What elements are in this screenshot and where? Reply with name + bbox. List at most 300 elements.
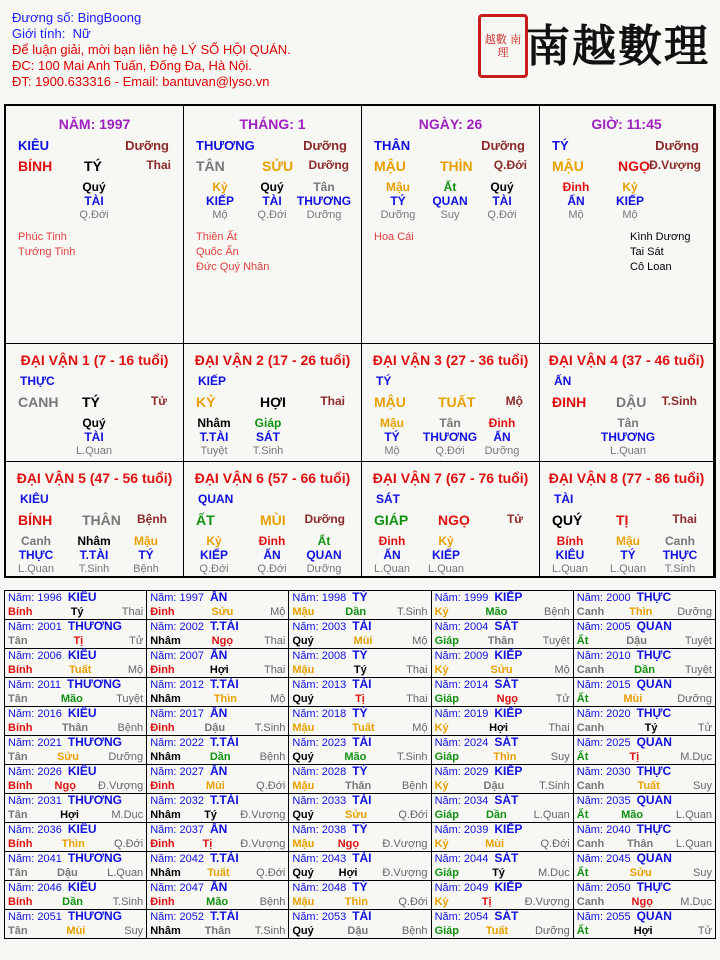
year-stem: Nhâm <box>150 867 181 879</box>
year-label: Năm: 2007 <box>150 650 204 662</box>
year-header <box>435 881 570 895</box>
year-cell <box>289 765 431 794</box>
year-stem: Giáp <box>434 751 460 763</box>
year-row <box>5 823 716 852</box>
pillar-top-state: Dưỡng <box>655 138 699 153</box>
year-pillar <box>292 924 427 938</box>
address-line: ĐC: 100 Mai Anh Tuấn, Đống Đa, Hà Nội. <box>12 58 252 73</box>
year-label: Năm: 2036 <box>8 824 62 836</box>
year-god: ẤN <box>210 706 228 720</box>
gender-value: Nữ <box>72 26 91 41</box>
year-god: THƯƠNG <box>67 735 122 749</box>
year-cell <box>147 649 289 678</box>
year-pillar <box>577 750 712 764</box>
year-state: T.Sinh <box>396 751 428 763</box>
year-pillar <box>435 605 570 619</box>
hidden-state: Dưỡng <box>484 445 520 457</box>
year-pillar <box>577 721 712 735</box>
year-label: Năm: 2032 <box>150 795 204 807</box>
year-pillar <box>435 779 570 793</box>
year-stem: Mậu <box>292 722 315 734</box>
year-branch: Tị <box>202 838 213 850</box>
year-label: Năm: 2049 <box>434 882 489 894</box>
year-branch: Thìn <box>344 896 368 908</box>
year-state: Tử <box>129 635 144 647</box>
year-pillar <box>8 895 143 909</box>
year-row <box>5 881 716 910</box>
year-state: Q.Đới <box>256 867 286 879</box>
year-label: Năm: 2012 <box>150 679 204 691</box>
year-cell <box>573 852 715 881</box>
year-header <box>577 910 712 924</box>
year-header <box>292 649 427 663</box>
year-pillar <box>150 895 285 909</box>
year-god: SÁT <box>494 793 519 807</box>
year-row <box>5 794 716 823</box>
year-label: Năm: 2001 <box>8 621 62 633</box>
year-stem: Canh <box>576 896 605 908</box>
pillar-can: MẬU <box>374 158 406 174</box>
pillar-chi: SỬU <box>262 158 294 174</box>
year-branch: Tuất <box>637 780 660 792</box>
year-header <box>8 707 143 721</box>
year-stem: Tân <box>8 635 28 647</box>
pillar-top-god: KIÊU <box>18 138 50 153</box>
year-cell <box>431 620 573 649</box>
year-state: Q.Đới <box>113 838 144 850</box>
year-god: QUAN <box>636 677 672 691</box>
year-god: TÀI <box>352 851 372 865</box>
year-branch: Mão <box>206 896 229 908</box>
year-header <box>435 794 570 808</box>
year-header <box>8 765 143 779</box>
yearly-table <box>4 590 716 939</box>
year-stem: Ất <box>576 925 589 937</box>
year-cell <box>431 823 573 852</box>
year-cell <box>289 823 431 852</box>
year-state: Tuyệt <box>116 693 144 705</box>
year-god: TÝ <box>352 764 368 778</box>
year-god: KIẾP <box>494 822 523 836</box>
hidden-state: L.Quan <box>551 563 589 575</box>
year-cell <box>431 649 573 678</box>
year-god: KIÊU <box>67 590 97 604</box>
owner-label: Đương số: <box>12 10 75 25</box>
pillar-top-god: THƯƠNG <box>196 138 255 153</box>
year-stem: Tân <box>8 751 28 763</box>
year-stem: Giáp <box>434 809 460 821</box>
seal-stamp: 越數 南理 <box>478 14 528 78</box>
hidden-stem: Canh <box>21 534 51 548</box>
hidden-stem: Tân <box>617 416 639 430</box>
year-god: TÀI <box>352 909 372 923</box>
hidden-state: L.Quan <box>427 563 465 575</box>
year-cell <box>573 910 715 939</box>
year-header <box>8 910 143 924</box>
year-pillar <box>292 605 427 619</box>
year-branch: Mùi <box>623 693 643 705</box>
year-stem: Quý <box>292 693 314 705</box>
pillar-can: MẬU <box>552 158 584 174</box>
year-pillar <box>150 779 285 793</box>
year-label: Năm: 2003 <box>292 621 347 633</box>
year-state: L.Quan <box>675 809 712 821</box>
year-god: SÁT <box>494 851 519 865</box>
year-branch: Thân <box>61 722 89 734</box>
year-stem: Mậu <box>292 780 315 792</box>
pillar-title: GIỜ: 11:45 <box>591 116 662 132</box>
year-state: Q.Đới <box>398 809 428 821</box>
year-row <box>5 591 716 620</box>
year-label: Năm: 2046 <box>8 882 62 894</box>
pillar-chi-state: Q.Đới <box>493 158 527 172</box>
year-stem: Canh <box>576 838 605 850</box>
year-cell <box>5 823 147 852</box>
hidden-state: Mộ <box>212 209 228 221</box>
year-branch: Tý <box>644 722 658 734</box>
year-cell <box>289 620 431 649</box>
year-god: KIÊU <box>67 880 97 894</box>
year-state: Bệnh <box>259 896 286 908</box>
pillar-top-god: TÝ <box>552 138 569 153</box>
year-state: L.Quan <box>107 867 144 879</box>
header-info <box>12 10 291 90</box>
year-header <box>8 678 143 692</box>
year-stem: Bính <box>8 606 33 618</box>
year-stem: Đinh <box>150 838 175 850</box>
contact-line: Để luận giải, mời bạn liên hệ LÝ SỐ HỘI QUÁN. <box>12 42 291 57</box>
year-label: Năm: 2009 <box>434 650 489 662</box>
year-branch: Dần <box>345 606 367 618</box>
gender-label: Giới tính: <box>12 26 66 41</box>
year-branch: Thân <box>626 838 654 850</box>
year-stem: Giáp <box>434 867 460 879</box>
year-header <box>292 852 427 866</box>
year-cell <box>147 707 289 736</box>
year-label: Năm: 1997 <box>150 592 204 604</box>
pillar-cell <box>540 106 714 344</box>
hidden-state: T.Sinh <box>664 563 696 575</box>
year-header <box>577 852 712 866</box>
hidden-god: TÀI <box>84 194 104 208</box>
year-pillar <box>435 634 570 648</box>
year-stem: Nhâm <box>150 751 181 763</box>
daivan-title: ĐẠI VẬN 2 (17 - 26 tuổi) <box>194 352 351 368</box>
hidden-stem: Quý <box>260 180 284 194</box>
hidden-stem: Mậu <box>134 534 158 548</box>
year-god: THƯƠNG <box>67 677 122 691</box>
pillar-cell <box>6 106 184 344</box>
year-stem: Đinh <box>150 896 175 908</box>
year-label: Năm: 2030 <box>576 766 631 778</box>
year-stem: Bính <box>8 780 33 792</box>
year-pillar <box>292 808 427 822</box>
year-row <box>5 678 716 707</box>
hidden-state: Mộ <box>568 209 584 221</box>
special-star: Phúc Tinh <box>18 231 67 243</box>
year-pillar <box>577 634 712 648</box>
year-branch: Thìn <box>493 751 517 763</box>
year-state: Bệnh <box>117 722 144 734</box>
year-label: Năm: 2053 <box>292 911 347 923</box>
hidden-state: L.Quan <box>609 563 647 575</box>
year-cell <box>147 910 289 939</box>
year-pillar <box>8 750 143 764</box>
year-pillar <box>577 895 712 909</box>
daivan-state: Tử <box>150 394 167 408</box>
daivan-cell <box>6 462 184 578</box>
pillar-cell <box>184 106 362 344</box>
year-state: Mộ <box>270 606 286 618</box>
year-stem: Canh <box>576 664 605 676</box>
year-header <box>150 707 285 721</box>
year-branch: Mão <box>621 809 644 821</box>
year-god: ẤN <box>210 764 228 778</box>
year-cell <box>431 736 573 765</box>
hidden-god: TÝ <box>384 430 400 444</box>
year-cell <box>573 591 715 620</box>
year-state: Tử <box>555 693 570 705</box>
year-header <box>150 649 285 663</box>
year-god: TÝ <box>352 880 368 894</box>
year-state: Q.Đới <box>256 780 286 792</box>
hidden-stem: Kỷ <box>212 180 228 194</box>
daivan-chi: TỊ <box>616 512 629 528</box>
year-header <box>577 649 712 663</box>
year-pillar <box>150 692 285 706</box>
year-header <box>292 678 427 692</box>
year-pillar <box>8 692 143 706</box>
hidden-god: TÀI <box>262 194 282 208</box>
daivan-god: TÝ <box>376 374 392 388</box>
daivan-state: Mộ <box>505 394 523 408</box>
year-label: Năm: 2014 <box>434 679 489 691</box>
year-state: Tuyệt <box>684 635 712 647</box>
pillar-chi-state: Dưỡng <box>308 158 349 172</box>
hidden-stem: Giáp <box>254 416 282 430</box>
daivan-title: ĐẠI VẬN 7 (67 - 76 tuổi) <box>372 470 529 486</box>
year-god: TÀI <box>352 735 372 749</box>
year-branch: Tuất <box>207 867 230 879</box>
year-label: Năm: 2035 <box>576 795 631 807</box>
year-stem: Bính <box>8 664 33 676</box>
hidden-stem: Kỷ <box>206 534 222 548</box>
year-label: Năm: 2019 <box>434 708 489 720</box>
hidden-god: TÝ <box>138 548 154 562</box>
year-header <box>150 620 285 634</box>
year-pillar <box>150 924 285 938</box>
year-branch: Mùi <box>66 925 86 937</box>
daivan-god: THỰC <box>20 374 55 388</box>
pillar-title: THÁNG: 1 <box>239 116 306 132</box>
hidden-god: ẤN <box>263 548 281 562</box>
year-branch: Tị <box>73 635 84 647</box>
pillar-chi-state: Đ.Vượng <box>649 158 701 172</box>
year-row <box>5 910 716 939</box>
year-pillar <box>435 692 570 706</box>
year-state: Đ.Vượng <box>240 838 286 850</box>
year-stem: Giáp <box>434 925 460 937</box>
daivan-title: ĐẠI VẬN 8 (77 - 86 tuổi) <box>548 470 705 486</box>
year-god: THƯƠNG <box>67 793 122 807</box>
year-branch: Mùi <box>353 635 373 647</box>
year-header <box>292 591 427 605</box>
year-stem: Bính <box>8 896 33 908</box>
year-header <box>150 794 285 808</box>
hidden-state: T.Sinh <box>252 445 284 457</box>
year-stem: Mậu <box>292 664 315 676</box>
year-label: Năm: 2000 <box>576 592 631 604</box>
year-cell <box>573 678 715 707</box>
year-god: T.TÀI <box>210 677 239 691</box>
year-cell <box>573 765 715 794</box>
year-god: THỰC <box>636 764 672 778</box>
hidden-stem: Ất <box>443 180 457 194</box>
year-header <box>150 910 285 924</box>
year-pillar <box>435 924 570 938</box>
year-stem: Mậu <box>292 896 315 908</box>
year-label: Năm: 2013 <box>292 679 347 691</box>
pillar-top-god: THÂN <box>374 138 411 153</box>
year-pillar <box>292 895 427 909</box>
year-god: T.TÀI <box>210 909 239 923</box>
year-cell <box>5 678 147 707</box>
year-god: SÁT <box>494 619 519 633</box>
year-label: Năm: 2028 <box>292 766 347 778</box>
year-pillar <box>577 924 712 938</box>
hidden-stem: Mậu <box>616 534 640 548</box>
year-cell <box>573 649 715 678</box>
year-state: Tuyệt <box>684 664 712 676</box>
daivan-can: BÍNH <box>18 512 53 528</box>
phone-email-line: ĐT: 1900.633316 - Email: bantuvan@lyso.vn <box>12 74 270 89</box>
year-branch: Dần <box>634 664 655 676</box>
year-state: Đ.Vượng <box>240 809 286 821</box>
daivan-can: GIÁP <box>374 512 409 528</box>
year-pillar <box>435 750 570 764</box>
year-branch: Tý <box>492 867 505 879</box>
hidden-god: KIẾP <box>431 548 460 562</box>
hidden-state: Tuyệt <box>200 445 228 457</box>
hidden-state: Dưỡng <box>380 209 416 221</box>
year-god: KIẾP <box>494 590 523 604</box>
year-pillar <box>150 837 285 851</box>
year-cell <box>147 678 289 707</box>
year-label: Năm: 2039 <box>434 824 489 836</box>
hidden-state: Bệnh <box>133 563 159 575</box>
year-state: M.Dục <box>680 896 712 908</box>
year-label: Năm: 2044 <box>434 853 489 865</box>
hidden-stem: Mậu <box>380 416 404 430</box>
hidden-stem: Tân <box>439 416 461 430</box>
year-label: Năm: 1996 <box>8 592 62 604</box>
year-label: Năm: 1999 <box>434 592 489 604</box>
year-god: T.TÀI <box>210 735 239 749</box>
year-stem: Nhâm <box>150 693 181 705</box>
year-state: Đ.Vượng <box>382 867 428 879</box>
year-header <box>435 707 570 721</box>
year-header <box>150 852 285 866</box>
year-stem: Nhâm <box>150 809 181 821</box>
year-state: Bệnh <box>401 780 428 792</box>
year-cell <box>5 852 147 881</box>
hidden-stem: Quý <box>82 180 106 194</box>
year-god: THƯƠNG <box>67 619 122 633</box>
hidden-state: Q.Đới <box>435 445 465 457</box>
daivan-cell <box>540 344 714 462</box>
year-header <box>150 591 285 605</box>
year-stem: Quý <box>292 635 314 647</box>
year-header <box>8 736 143 750</box>
year-state: Thai <box>548 722 570 734</box>
year-label: Năm: 2033 <box>292 795 347 807</box>
year-label: Năm: 2021 <box>8 737 62 749</box>
year-cell <box>5 736 147 765</box>
hidden-god: SÁT <box>256 430 280 444</box>
year-header <box>150 765 285 779</box>
year-god: ẤN <box>210 822 228 836</box>
year-label: Năm: 2051 <box>8 911 62 923</box>
year-label: Năm: 2025 <box>576 737 631 749</box>
year-label: Năm: 2005 <box>576 621 631 633</box>
year-pillar <box>577 808 712 822</box>
hidden-state: T.Sinh <box>78 563 110 575</box>
year-god: THỰC <box>636 590 672 604</box>
year-header <box>435 823 570 837</box>
year-label: Năm: 2020 <box>576 708 631 720</box>
year-god: KIẾP <box>494 706 523 720</box>
year-stem: Mậu <box>292 606 315 618</box>
year-state: Suy <box>693 867 712 879</box>
daivan-title: ĐẠI VẬN 6 (57 - 66 tuổi) <box>194 470 351 486</box>
year-god: T.TÀI <box>210 793 239 807</box>
pillar-title: NGÀY: 26 <box>418 116 483 132</box>
year-state: M.Dục <box>680 751 712 763</box>
year-header <box>292 707 427 721</box>
year-state: Tử <box>697 722 712 734</box>
hidden-stem: Kỷ <box>622 180 638 194</box>
year-label: Năm: 2010 <box>576 650 631 662</box>
year-row <box>5 707 716 736</box>
year-cell <box>289 910 431 939</box>
year-pillar <box>8 924 143 938</box>
year-state: T.Sinh <box>396 606 428 618</box>
year-cell <box>5 620 147 649</box>
year-stem: Canh <box>576 606 605 618</box>
year-pillar <box>292 837 427 851</box>
year-pillar <box>577 779 712 793</box>
hidden-stem: Nhâm <box>197 416 231 430</box>
year-pillar <box>435 663 570 677</box>
year-god: THỰC <box>636 648 672 662</box>
year-cell <box>147 620 289 649</box>
hidden-god: THỰC <box>18 548 54 562</box>
daivan-can: ĐINH <box>552 394 587 410</box>
hidden-stem: Tân <box>313 180 335 194</box>
year-cell <box>5 910 147 939</box>
daivan-title: ĐẠI VẬN 3 (27 - 36 tuổi) <box>372 352 529 368</box>
year-pillar <box>577 866 712 880</box>
year-god: TÝ <box>352 706 368 720</box>
year-cell <box>289 678 431 707</box>
year-branch: Tị <box>629 751 640 763</box>
hidden-stem: Kỷ <box>438 534 454 548</box>
year-pillar <box>435 837 570 851</box>
daivan-cell <box>362 344 540 462</box>
year-god: KIẾP <box>494 880 523 894</box>
year-label: Năm: 2048 <box>292 882 347 894</box>
year-state: Mộ <box>270 693 286 705</box>
